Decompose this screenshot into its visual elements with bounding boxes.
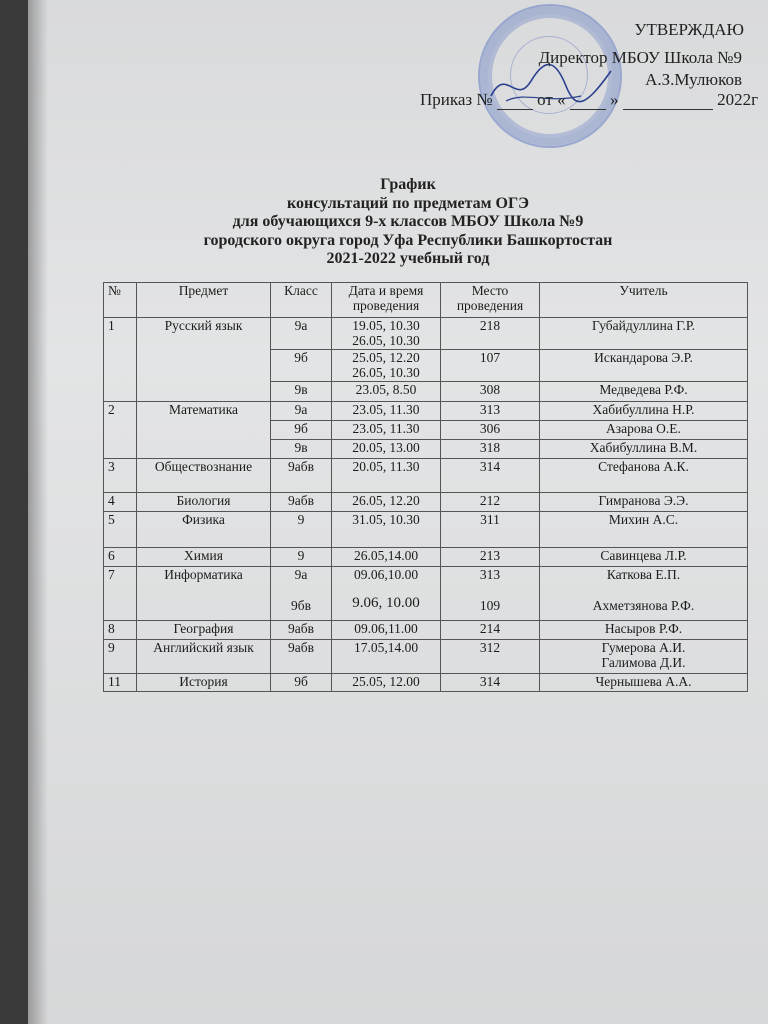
title-line-1: График — [380, 176, 436, 193]
date-line: 26.05, 10.30 — [352, 365, 420, 380]
row-teacher: Чернышева А.А. — [540, 674, 748, 692]
row-date — [332, 318, 441, 350]
row-class: 9абв — [271, 493, 332, 512]
row-num: 2 — [104, 402, 137, 459]
row-num: 11 — [104, 674, 137, 692]
header-class: Класс — [271, 283, 332, 318]
row-date: 09.06,11.00 — [332, 621, 441, 640]
table-row — [104, 674, 748, 692]
title-line-4: городского округа город Уфа Республики Башкортостан — [203, 231, 613, 249]
row-num: 6 — [104, 548, 137, 567]
row-subject: Обществознание — [137, 459, 271, 493]
order-prefix: Приказ № — [420, 90, 493, 109]
document-title — [28, 176, 768, 269]
row-place: 212 — [441, 493, 540, 512]
row-subject: Русский язык — [137, 318, 271, 402]
row-date: 23.05, 11.30 — [332, 421, 441, 440]
approval-block — [28, 0, 768, 150]
title-line-2: консультаций по предметам ОГЭ — [286, 194, 529, 212]
teacher-line: Каткова Е.П. — [606, 567, 681, 582]
row-date: 26.05, 12.20 — [332, 493, 441, 512]
consultation-schedule-table — [103, 282, 748, 692]
date-line: 09.06,10.00 — [353, 567, 419, 582]
row-num: 8 — [104, 621, 137, 640]
row-date: 23.05, 11.30 — [332, 402, 441, 421]
teacher-line: Галимова Д.И. — [601, 655, 686, 670]
table-row — [104, 512, 748, 548]
order-month-blank — [623, 93, 713, 110]
row-teacher: Азарова О.Е. — [540, 421, 748, 440]
row-place: 314 — [441, 674, 540, 692]
approval-director-name: А.З.Мулюков — [645, 70, 742, 89]
row-class: 9 — [271, 548, 332, 567]
row-place: 311 — [441, 512, 540, 548]
header-num: № — [104, 283, 137, 318]
row-class — [271, 567, 332, 621]
table-row — [104, 567, 748, 621]
row-class: 9б — [271, 421, 332, 440]
row-class: 9б — [271, 350, 332, 382]
row-num: 5 — [104, 512, 137, 548]
date-line: 9.06, 10.00 — [352, 595, 420, 611]
row-date: 20.05, 11.30 — [332, 459, 441, 493]
row-date — [332, 350, 441, 382]
row-num: 1 — [104, 318, 137, 402]
row-date: 17.05,14.00 — [332, 640, 441, 674]
row-class: 9б — [271, 674, 332, 692]
title-line-5: 2021-2022 учебный год — [326, 250, 490, 267]
header-teacher: Учитель — [540, 283, 748, 318]
table-row — [104, 402, 748, 421]
row-subject: Информатика — [137, 567, 271, 621]
row-teacher: Михин А.С. — [540, 512, 748, 548]
header-date: Дата и время проведения — [332, 283, 441, 318]
row-teacher: Гимранова Э.Э. — [540, 493, 748, 512]
row-class: 9а — [271, 318, 332, 350]
row-place: 313 — [441, 402, 540, 421]
row-date: 25.05, 12.00 — [332, 674, 441, 692]
row-teacher: Искандарова Э.Р. — [540, 350, 748, 382]
row-subject: Физика — [137, 512, 271, 548]
row-subject: Биология — [137, 493, 271, 512]
order-day-blank — [570, 93, 606, 110]
approval-position: Директор МБОУ Школа №9 — [538, 48, 742, 67]
row-teacher: Хабибуллина В.М. — [540, 440, 748, 459]
row-place: 218 — [441, 318, 540, 350]
row-date: 20.05, 13.00 — [332, 440, 441, 459]
row-subject: География — [137, 621, 271, 640]
row-date: 23.05, 8.50 — [332, 382, 441, 402]
row-date — [332, 567, 441, 621]
row-class: 9абв — [271, 640, 332, 674]
row-class: 9абв — [271, 621, 332, 640]
teacher-line: Ахметзянова Р.Ф. — [592, 598, 695, 613]
class-line: 9бв — [291, 598, 311, 613]
row-teacher: Хабибуллина Н.Р. — [540, 402, 748, 421]
row-place: 214 — [441, 621, 540, 640]
table-row — [104, 621, 748, 640]
row-place: 314 — [441, 459, 540, 493]
row-subject: Математика — [137, 402, 271, 459]
row-teacher: Медведева Р.Ф. — [540, 382, 748, 402]
order-year: 2022г — [717, 90, 759, 109]
date-line: 26.05, 10.30 — [352, 333, 420, 348]
title-line-3: для обучающихся 9-х классов МБОУ Школа №9 — [232, 213, 584, 230]
row-place: 318 — [441, 440, 540, 459]
row-teacher: Савинцева Л.Р. — [540, 548, 748, 567]
table-row — [104, 548, 748, 567]
header-place: Место проведения — [441, 283, 540, 318]
row-place: 308 — [441, 382, 540, 402]
order-from: от « — [537, 90, 566, 109]
row-class: 9абв — [271, 459, 332, 493]
table-row — [104, 318, 748, 350]
row-date: 31.05, 10.30 — [332, 512, 441, 548]
row-teacher: Стефанова А.К. — [540, 459, 748, 493]
row-date: 26.05,14.00 — [332, 548, 441, 567]
row-subject: Английский язык — [137, 640, 271, 674]
row-subject: Химия — [137, 548, 271, 567]
row-place: 306 — [441, 421, 540, 440]
row-num: 7 — [104, 567, 137, 621]
row-class: 9в — [271, 382, 332, 402]
place-line: 313 — [479, 567, 501, 582]
row-class: 9а — [271, 402, 332, 421]
row-class: 9 — [271, 512, 332, 548]
row-num: 9 — [104, 640, 137, 674]
document-page — [28, 0, 768, 1024]
header-subject: Предмет — [137, 283, 271, 318]
row-subject: История — [137, 674, 271, 692]
row-place: 213 — [441, 548, 540, 567]
order-quote-close: » — [610, 90, 619, 109]
row-class: 9в — [271, 440, 332, 459]
row-place: 312 — [441, 640, 540, 674]
date-line: 19.05, 10.30 — [352, 318, 420, 333]
place-line: 109 — [479, 598, 501, 613]
table-row — [104, 459, 748, 493]
date-line: 25.05, 12.20 — [352, 350, 420, 365]
approval-heading: УТВЕРЖДАЮ — [634, 20, 744, 39]
table-row — [104, 640, 748, 674]
teacher-line: Гумерова А.И. — [601, 640, 686, 655]
row-num: 3 — [104, 459, 137, 493]
class-line: 9а — [294, 567, 308, 582]
row-teacher: Губайдуллина Г.Р. — [540, 318, 748, 350]
row-teacher: Насыров Р.Ф. — [540, 621, 748, 640]
table-row — [104, 493, 748, 512]
row-place — [441, 567, 540, 621]
approval-order-line — [420, 90, 758, 110]
order-number-blank — [497, 93, 533, 110]
row-teacher — [540, 640, 748, 674]
row-place: 107 — [441, 350, 540, 382]
row-teacher — [540, 567, 748, 621]
table-header-row — [104, 283, 748, 318]
row-num: 4 — [104, 493, 137, 512]
